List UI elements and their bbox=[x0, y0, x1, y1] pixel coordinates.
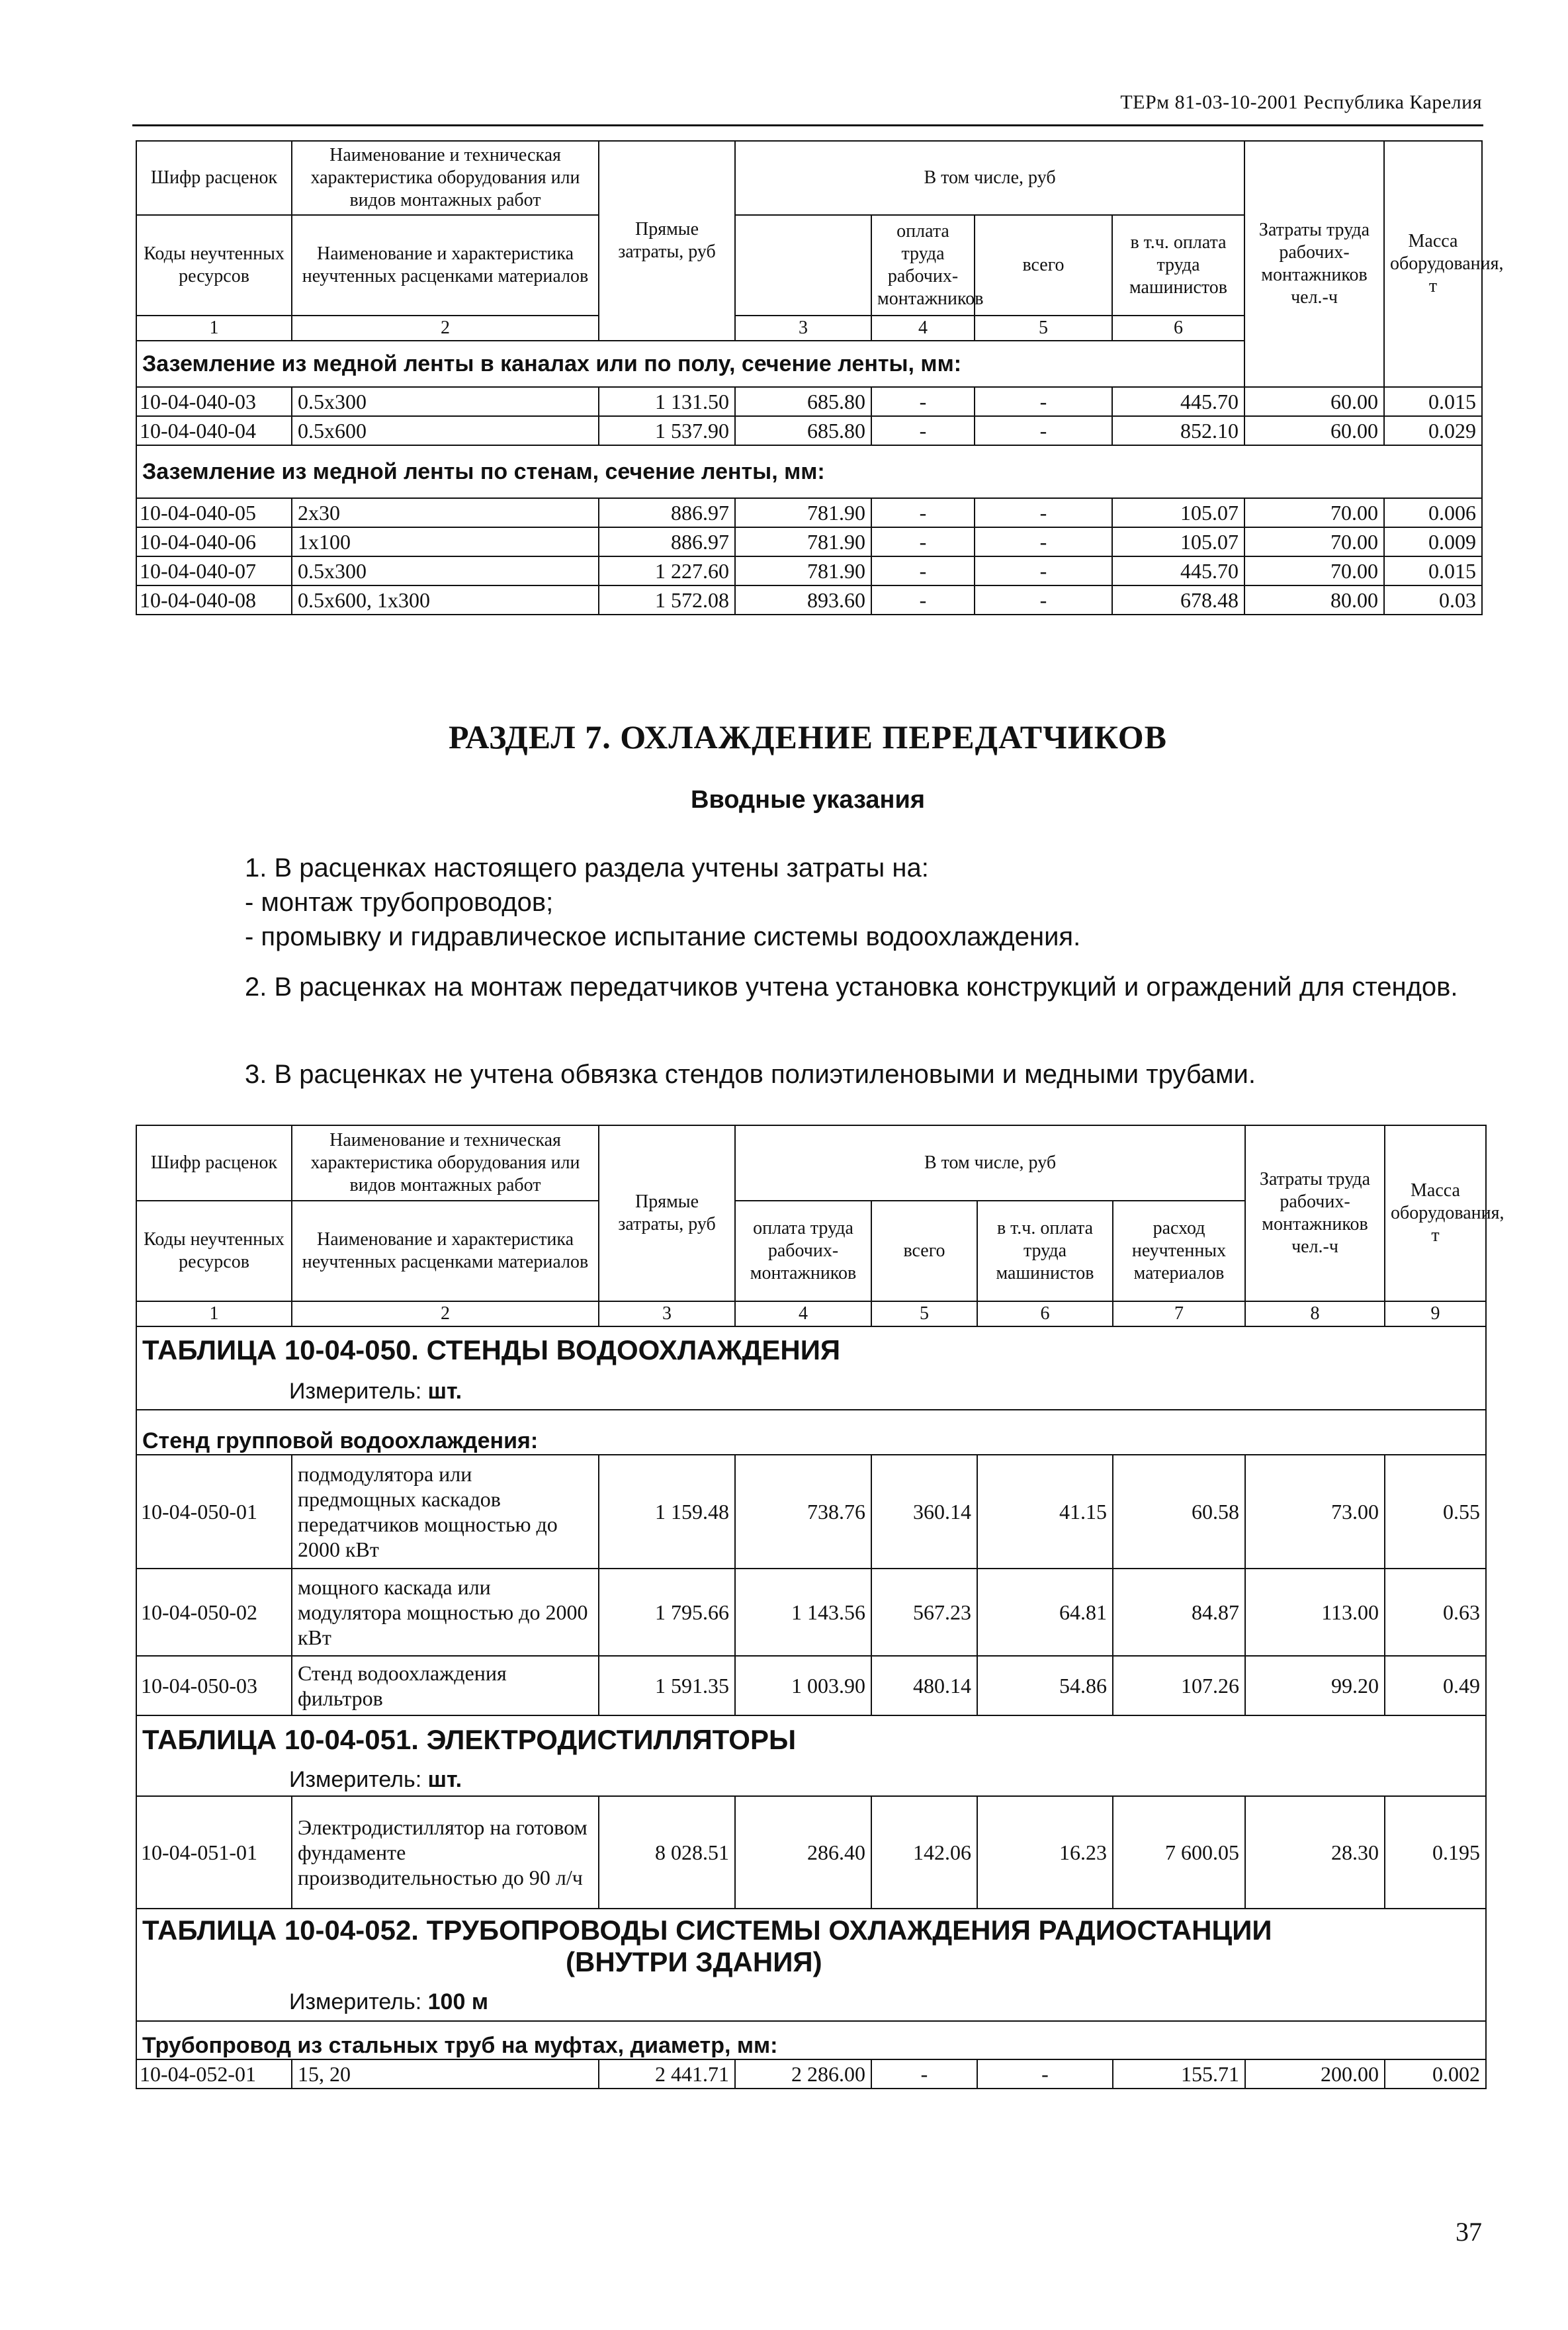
section-title: РАЗДЕЛ 7. ОХЛАЖДЕНИЕ ПЕРЕДАТЧИКОВ bbox=[449, 718, 1167, 755]
table-row bbox=[136, 1569, 1486, 1656]
row-code: 10-04-050-03 bbox=[136, 1656, 292, 1715]
table-row bbox=[136, 1455, 1486, 1569]
row-name: 0.5x600 bbox=[292, 416, 599, 445]
row-materials: 445.70 bbox=[1112, 387, 1244, 416]
group1-rows bbox=[136, 387, 1482, 445]
row-materials: 445.70 bbox=[1112, 556, 1244, 585]
row-machines-total: 567.23 bbox=[871, 1569, 977, 1656]
table-row bbox=[136, 387, 1482, 416]
paragraph: 2. В расценках на монтаж передатчиков учтена установка конструкций и ограждений для стендов. bbox=[245, 972, 1458, 1002]
row-machines-total: 480.14 bbox=[871, 1656, 977, 1715]
hdr-mass: Масса оборудования, т bbox=[1385, 1125, 1486, 1301]
hdr-direct: Прямые затраты, руб bbox=[599, 141, 735, 341]
row-mass: 0.029 bbox=[1384, 416, 1482, 445]
row-machines-total: - bbox=[871, 416, 975, 445]
hdr-name-bottom: Наименование и характеристика неучтенных расценками материалов bbox=[292, 215, 599, 316]
row-direct: 886.97 bbox=[599, 498, 735, 527]
row-materials: 7 600.05 bbox=[1113, 1796, 1245, 1909]
col-number: 4 bbox=[871, 316, 975, 341]
row-labor-pay: 781.90 bbox=[735, 498, 871, 527]
measure-label: Измеритель: bbox=[289, 1767, 422, 1792]
hdr-direct-cont bbox=[735, 215, 871, 316]
measure-label: Измеритель: bbox=[289, 1379, 422, 1404]
row-name: Электродистиллятор на готовом фундаменте производительностью до 90 л/ч bbox=[292, 1796, 599, 1909]
row-direct: 1 537.90 bbox=[599, 416, 735, 445]
section-subtitle: Вводные указания bbox=[691, 786, 925, 814]
row-machines-total: 142.06 bbox=[871, 1796, 977, 1909]
hdr-code-bottom: Коды неучтенных ресурсов bbox=[136, 1201, 292, 1301]
table-row bbox=[136, 416, 1482, 445]
col-number: 7 bbox=[1113, 1301, 1245, 1326]
measure-row bbox=[136, 1373, 1486, 1410]
row-direct: 2 441.71 bbox=[599, 2059, 735, 2089]
col-number: 4 bbox=[735, 1301, 871, 1326]
col-number: 9 bbox=[1385, 1301, 1486, 1326]
row-materials: 84.87 bbox=[1113, 1569, 1245, 1656]
hdr-mass: Масса оборудования, т bbox=[1384, 141, 1482, 387]
table-title-052 bbox=[136, 1909, 1486, 1983]
row-labor-cost: 60.00 bbox=[1244, 416, 1384, 445]
row-mass: 0.006 bbox=[1384, 498, 1482, 527]
hdr-name-top: Наименование и техническая характеристика оборудования или видов монтажных работ bbox=[292, 141, 599, 215]
row-labor-pay: 893.60 bbox=[735, 585, 871, 615]
measure-value: шт. bbox=[427, 1379, 462, 1404]
table-title-050: ТАБЛИЦА 10-04-050. СТЕНДЫ ВОДООХЛАЖДЕНИЯ bbox=[136, 1326, 1486, 1373]
table-051-rows bbox=[136, 1796, 1486, 1909]
column-number-row bbox=[136, 1301, 1486, 1326]
table-050-rows bbox=[136, 1455, 1486, 1715]
row-machines-total: - bbox=[871, 556, 975, 585]
row-machinist-pay: - bbox=[975, 387, 1112, 416]
row-materials: 60.58 bbox=[1113, 1455, 1245, 1569]
row-code: 10-04-050-01 bbox=[136, 1455, 292, 1569]
row-materials: 852.10 bbox=[1112, 416, 1244, 445]
row-mass: 0.015 bbox=[1384, 556, 1482, 585]
measure-value: 100 м bbox=[427, 1989, 488, 2014]
row-mass: 0.009 bbox=[1384, 527, 1482, 556]
hdr-including: В том числе, руб bbox=[735, 1125, 1245, 1201]
row-labor-pay: 781.90 bbox=[735, 527, 871, 556]
row-code: 10-04-040-08 bbox=[136, 585, 292, 615]
table-052-rows bbox=[136, 2059, 1486, 2089]
row-direct: 1 591.35 bbox=[599, 1656, 735, 1715]
table-title-052-line1: ТАБЛИЦА 10-04-052. ТРУБОПРОВОДЫ СИСТЕМЫ ОХЛАЖДЕНИЯ РАДИОСТАНЦИИ bbox=[142, 1915, 1272, 1946]
row-labor-cost: 70.00 bbox=[1244, 498, 1384, 527]
row-labor-pay: 685.80 bbox=[735, 416, 871, 445]
col-number: 5 bbox=[975, 316, 1112, 341]
row-direct: 1 131.50 bbox=[599, 387, 735, 416]
hdr-machinist-pay: в т.ч. оплата труда машинистов bbox=[1112, 215, 1244, 316]
col-number: 5 bbox=[871, 1301, 977, 1326]
row-machinist-pay: - bbox=[975, 585, 1112, 615]
row-labor-cost: 28.30 bbox=[1245, 1796, 1385, 1909]
row-labor-cost: 200.00 bbox=[1245, 2059, 1385, 2089]
header-rule bbox=[132, 124, 1483, 126]
row-machinist-pay: 16.23 bbox=[977, 1796, 1113, 1909]
row-mass: 0.49 bbox=[1385, 1656, 1486, 1715]
row-machines-total: 360.14 bbox=[871, 1455, 977, 1569]
row-labor-pay: 2 286.00 bbox=[735, 2059, 871, 2089]
grounding-table bbox=[136, 140, 1504, 615]
row-mass: 0.03 bbox=[1384, 585, 1482, 615]
row-mass: 0.002 bbox=[1385, 2059, 1486, 2089]
row-machinist-pay: - bbox=[977, 2059, 1113, 2089]
col-number: 3 bbox=[599, 1301, 735, 1326]
paragraph: 3. В расценках не учтена обвязка стендов полиэтиленовыми и медными трубами. bbox=[245, 1060, 1256, 1089]
measure-value: шт. bbox=[427, 1767, 462, 1792]
hdr-labor-pay: оплата труда рабочих-монтажников bbox=[735, 1201, 871, 1301]
row-code: 10-04-040-07 bbox=[136, 556, 292, 585]
row-name: 0.5x300 bbox=[292, 387, 599, 416]
row-machinist-pay: - bbox=[975, 556, 1112, 585]
hdr-name-top: Наименование и техническая характеристика оборудования или видов монтажных работ bbox=[292, 1125, 599, 1201]
running-header: ТЕРм 81-03-10-2001 Республика Карелия bbox=[1120, 91, 1482, 113]
row-materials: 105.07 bbox=[1112, 527, 1244, 556]
row-materials: 678.48 bbox=[1112, 585, 1244, 615]
row-code: 10-04-040-04 bbox=[136, 416, 292, 445]
row-labor-cost: 113.00 bbox=[1245, 1569, 1385, 1656]
row-name: 15, 20 bbox=[292, 2059, 599, 2089]
row-mass: 0.195 bbox=[1385, 1796, 1486, 1909]
hdr-code-top: Шифр расценок bbox=[136, 141, 292, 215]
row-machines-total: - bbox=[871, 527, 975, 556]
hdr-machinist-pay: в т.ч. оплата труда машинистов bbox=[977, 1201, 1113, 1301]
group-title: Трубопровод из стальных труб на муфтах, диаметр, мм: bbox=[136, 2021, 1486, 2059]
row-code: 10-04-040-05 bbox=[136, 498, 292, 527]
row-labor-pay: 1 003.90 bbox=[735, 1656, 871, 1715]
hdr-name-bottom: Наименование и характеристика неучтенных расценками материалов bbox=[292, 1201, 599, 1301]
row-mass: 0.015 bbox=[1384, 387, 1482, 416]
table-row bbox=[136, 527, 1482, 556]
col-number: 8 bbox=[1245, 1301, 1385, 1326]
table-row bbox=[136, 2059, 1486, 2089]
row-name: 2x30 bbox=[292, 498, 599, 527]
table-row bbox=[136, 1656, 1486, 1715]
hdr-labor-cost: Затраты труда рабочих-монтажников чел.-ч bbox=[1245, 1125, 1385, 1301]
paragraph: - промывку и гидравлическое испытание системы водоохлаждения. bbox=[245, 922, 1081, 951]
row-direct: 886.97 bbox=[599, 527, 735, 556]
row-machinist-pay: 64.81 bbox=[977, 1569, 1113, 1656]
row-materials: 105.07 bbox=[1112, 498, 1244, 527]
row-machines-total: - bbox=[871, 2059, 977, 2089]
hdr-labor-pay: оплата труда рабочих-монтажников bbox=[871, 215, 975, 316]
row-labor-cost: 73.00 bbox=[1245, 1455, 1385, 1569]
cooling-table bbox=[136, 1125, 1504, 2089]
row-direct: 1 159.48 bbox=[599, 1455, 735, 1569]
row-direct: 1 795.66 bbox=[599, 1569, 735, 1656]
row-mass: 0.55 bbox=[1385, 1455, 1486, 1569]
table-row bbox=[136, 498, 1482, 527]
row-code: 10-04-050-02 bbox=[136, 1569, 292, 1656]
col-number: 3 bbox=[735, 316, 871, 341]
row-labor-pay: 286.40 bbox=[735, 1796, 871, 1909]
table-row bbox=[136, 585, 1482, 615]
table-title-051: ТАБЛИЦА 10-04-051. ЭЛЕКТРОДИСТИЛЛЯТОРЫ bbox=[136, 1715, 1486, 1764]
row-name: 0.5x600, 1x300 bbox=[292, 585, 599, 615]
group2-rows bbox=[136, 498, 1482, 615]
measure-row bbox=[136, 1983, 1486, 2021]
col-number: 6 bbox=[1112, 316, 1244, 341]
hdr-including: В том числе, руб bbox=[735, 141, 1244, 215]
col-number: 6 bbox=[977, 1301, 1113, 1326]
row-labor-pay: 685.80 bbox=[735, 387, 871, 416]
hdr-code-bottom: Коды неучтенных ресурсов bbox=[136, 215, 292, 316]
row-labor-pay: 781.90 bbox=[735, 556, 871, 585]
hdr-mat-consumption: расход неучтенных материалов bbox=[1113, 1201, 1245, 1301]
row-name: мощного каскада или модулятора мощностью до 2000 кВт bbox=[292, 1569, 599, 1656]
row-direct: 1 572.08 bbox=[599, 585, 735, 615]
row-code: 10-04-040-06 bbox=[136, 527, 292, 556]
row-direct: 8 028.51 bbox=[599, 1796, 735, 1909]
measure-row bbox=[136, 1764, 1486, 1796]
table-title-052-line2: (ВНУТРИ ЗДАНИЯ) bbox=[566, 1946, 822, 1977]
col-number: 1 bbox=[136, 1301, 292, 1326]
table-row bbox=[136, 556, 1482, 585]
row-materials: 155.71 bbox=[1113, 2059, 1245, 2089]
row-code: 10-04-052-01 bbox=[136, 2059, 292, 2089]
row-name: 1x100 bbox=[292, 527, 599, 556]
row-labor-cost: 60.00 bbox=[1244, 387, 1384, 416]
row-machinist-pay: 54.86 bbox=[977, 1656, 1113, 1715]
row-machines-total: - bbox=[871, 387, 975, 416]
paragraph: 1. В расценках настоящего раздела учтены затраты на: bbox=[245, 853, 929, 883]
row-machinist-pay: - bbox=[975, 416, 1112, 445]
row-machinist-pay: - bbox=[975, 498, 1112, 527]
group-title: Стенд групповой водоохлаждения: bbox=[136, 1410, 1486, 1455]
row-mass: 0.63 bbox=[1385, 1569, 1486, 1656]
row-code: 10-04-051-01 bbox=[136, 1796, 292, 1909]
row-name: 0.5x300 bbox=[292, 556, 599, 585]
hdr-code-top: Шифр расценок bbox=[136, 1125, 292, 1201]
row-labor-cost: 99.20 bbox=[1245, 1656, 1385, 1715]
row-labor-cost: 70.00 bbox=[1244, 556, 1384, 585]
page-number: 37 bbox=[1456, 2217, 1482, 2247]
row-name: подмодулятора или предмощных каскадов передатчиков мощностью до 2000 кВт bbox=[292, 1455, 599, 1569]
row-machinist-pay: 41.15 bbox=[977, 1455, 1113, 1569]
hdr-labor-cost: Затраты труда рабочих-монтажников чел.-ч bbox=[1244, 141, 1384, 387]
col-number: 2 bbox=[292, 316, 599, 341]
measure-label: Измеритель: bbox=[289, 1989, 422, 2014]
row-labor-pay: 738.76 bbox=[735, 1455, 871, 1569]
row-labor-cost: 70.00 bbox=[1244, 527, 1384, 556]
row-code: 10-04-040-03 bbox=[136, 387, 292, 416]
group-title: Заземление из медной ленты в каналах или по полу, сечение ленты, мм: bbox=[136, 341, 1482, 387]
row-machinist-pay: - bbox=[975, 527, 1112, 556]
col-number: 1 bbox=[136, 316, 292, 341]
row-labor-pay: 1 143.56 bbox=[735, 1569, 871, 1656]
row-name: Стенд водоохлаждения фильтров bbox=[292, 1656, 599, 1715]
hdr-direct: Прямые затраты, руб bbox=[599, 1125, 735, 1301]
row-labor-cost: 80.00 bbox=[1244, 585, 1384, 615]
hdr-machine-total: всего bbox=[871, 1201, 977, 1301]
table-row bbox=[136, 1796, 1486, 1909]
row-machines-total: - bbox=[871, 585, 975, 615]
row-materials: 107.26 bbox=[1113, 1656, 1245, 1715]
row-direct: 1 227.60 bbox=[599, 556, 735, 585]
group-title: Заземление из медной ленты по стенам, сечение ленты, мм: bbox=[136, 445, 1482, 498]
col-number: 2 bbox=[292, 1301, 599, 1326]
row-machines-total: - bbox=[871, 498, 975, 527]
paragraph: - монтаж трубопроводов; bbox=[245, 888, 554, 917]
hdr-machine-total: всего bbox=[975, 215, 1112, 316]
